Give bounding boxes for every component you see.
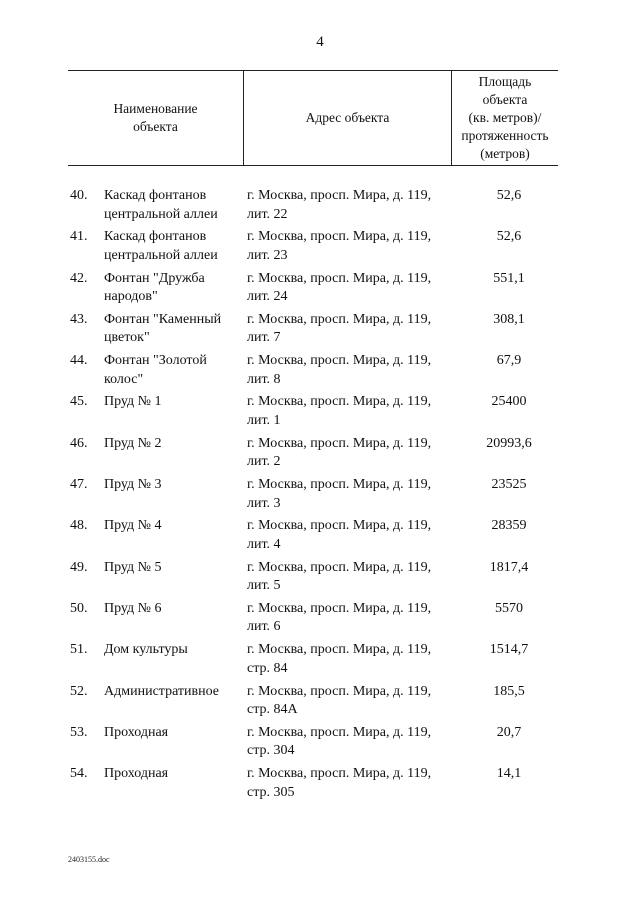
object-address: г. Москва, просп. Мира, д. 119, лит. 6 <box>247 600 432 635</box>
object-name: Пруд № 2 <box>104 435 162 451</box>
table-row <box>0 724 640 765</box>
object-area: 20,7 <box>496 724 522 740</box>
table-row <box>0 270 640 311</box>
table-row <box>0 476 640 517</box>
table-row <box>0 352 640 393</box>
row-number: 44. <box>70 353 88 369</box>
object-name: Пруд № 1 <box>104 394 162 410</box>
object-address: г. Москва, просп. Мира, д. 119, лит. 5 <box>247 559 432 594</box>
object-address: г. Москва, просп. Мира, д. 119, лит. 8 <box>247 353 432 387</box>
object-name: Каскад фонтанов центральной аллеи <box>104 188 218 222</box>
object-area: 67,9 <box>496 353 522 369</box>
object-name: Пруд № 4 <box>104 518 162 534</box>
object-area: 5570 <box>495 600 523 616</box>
object-address: г. Москва, просп. Мира, д. 119, лит. 22 <box>247 188 432 222</box>
header-address-cell <box>244 71 452 165</box>
row-number: 51. <box>70 642 88 658</box>
header-area-label: Площадь объекта (кв. метров)/ протяженность (метров) <box>461 74 549 161</box>
table-row <box>0 600 640 641</box>
table-row <box>0 187 640 228</box>
object-area: 308,1 <box>493 311 525 327</box>
table-row <box>0 435 640 476</box>
table-header <box>68 70 558 166</box>
row-number: 53. <box>70 724 88 740</box>
object-address: г. Москва, просп. Мира, д. 119, стр. 84 <box>247 642 432 676</box>
object-name: Фонтан "Дружба народов" <box>104 270 205 305</box>
object-address: г. Москва, просп. Мира, д. 119, лит. 3 <box>247 477 432 511</box>
header-area-cell <box>452 71 558 165</box>
row-number: 45. <box>70 394 88 410</box>
row-number: 54. <box>70 766 88 782</box>
table-row <box>0 311 640 352</box>
object-name: Проходная <box>104 766 169 782</box>
object-name: Дом культуры <box>104 642 188 658</box>
object-address: г. Москва, просп. Мира, д. 119, стр. 84А <box>247 683 432 718</box>
object-address: г. Москва, просп. Мира, д. 119, лит. 1 <box>247 394 432 428</box>
object-address: г. Москва, просп. Мира, д. 119, лит. 4 <box>247 518 432 552</box>
object-area: 185,5 <box>493 683 525 699</box>
row-number: 47. <box>70 477 88 493</box>
object-address: г. Москва, просп. Мира, д. 119, лит. 24 <box>247 270 432 305</box>
row-number: 49. <box>70 559 88 575</box>
table-row <box>0 641 640 682</box>
object-area: 23525 <box>491 477 527 493</box>
table-body <box>0 187 640 806</box>
object-area: 551,1 <box>493 270 525 286</box>
object-area: 52,6 <box>496 188 522 203</box>
object-area: 28359 <box>491 518 527 534</box>
table-row <box>0 765 640 806</box>
object-area: 25400 <box>491 394 527 410</box>
object-name: Административное <box>104 683 220 699</box>
object-name: Пруд № 3 <box>104 477 162 493</box>
object-area: 1817,4 <box>489 559 529 575</box>
table-row <box>0 683 640 724</box>
object-area: 20993,6 <box>486 435 532 451</box>
footer-filename: 2403155.doc <box>68 855 110 864</box>
object-name: Фонтан "Золотой колос" <box>104 353 207 387</box>
object-area: 52,6 <box>496 229 522 245</box>
table-row <box>0 517 640 558</box>
header-name-label: Наименование объекта <box>113 101 198 134</box>
table-row <box>0 393 640 434</box>
row-number: 46. <box>70 435 88 451</box>
row-number: 52. <box>70 683 88 699</box>
header-address-label: Адрес объекта <box>305 110 390 125</box>
object-name: Проходная <box>104 724 169 740</box>
table-row <box>0 559 640 600</box>
table-row <box>0 228 640 269</box>
page-number: 4 <box>316 34 324 50</box>
object-address: г. Москва, просп. Мира, д. 119, лит. 2 <box>247 435 432 470</box>
object-name: Каскад фонтанов центральной аллеи <box>104 229 218 263</box>
row-number: 41. <box>70 229 88 245</box>
object-address: г. Москва, просп. Мира, д. 119, лит. 23 <box>247 229 432 263</box>
row-number: 50. <box>70 600 88 616</box>
object-name: Пруд № 5 <box>104 559 162 575</box>
object-name: Пруд № 6 <box>104 600 162 616</box>
object-area: 14,1 <box>496 766 522 782</box>
object-name: Фонтан "Каменный цветок" <box>104 311 222 346</box>
object-address: г. Москва, просп. Мира, д. 119, лит. 7 <box>247 311 432 346</box>
header-name-cell <box>68 71 244 165</box>
row-number: 48. <box>70 518 88 534</box>
row-number: 40. <box>70 188 88 203</box>
row-number: 43. <box>70 311 88 327</box>
object-address: г. Москва, просп. Мира, д. 119, стр. 305 <box>247 766 432 800</box>
row-number: 42. <box>70 270 88 286</box>
object-address: г. Москва, просп. Мира, д. 119, стр. 304 <box>247 724 432 759</box>
object-area: 1514,7 <box>489 642 529 658</box>
